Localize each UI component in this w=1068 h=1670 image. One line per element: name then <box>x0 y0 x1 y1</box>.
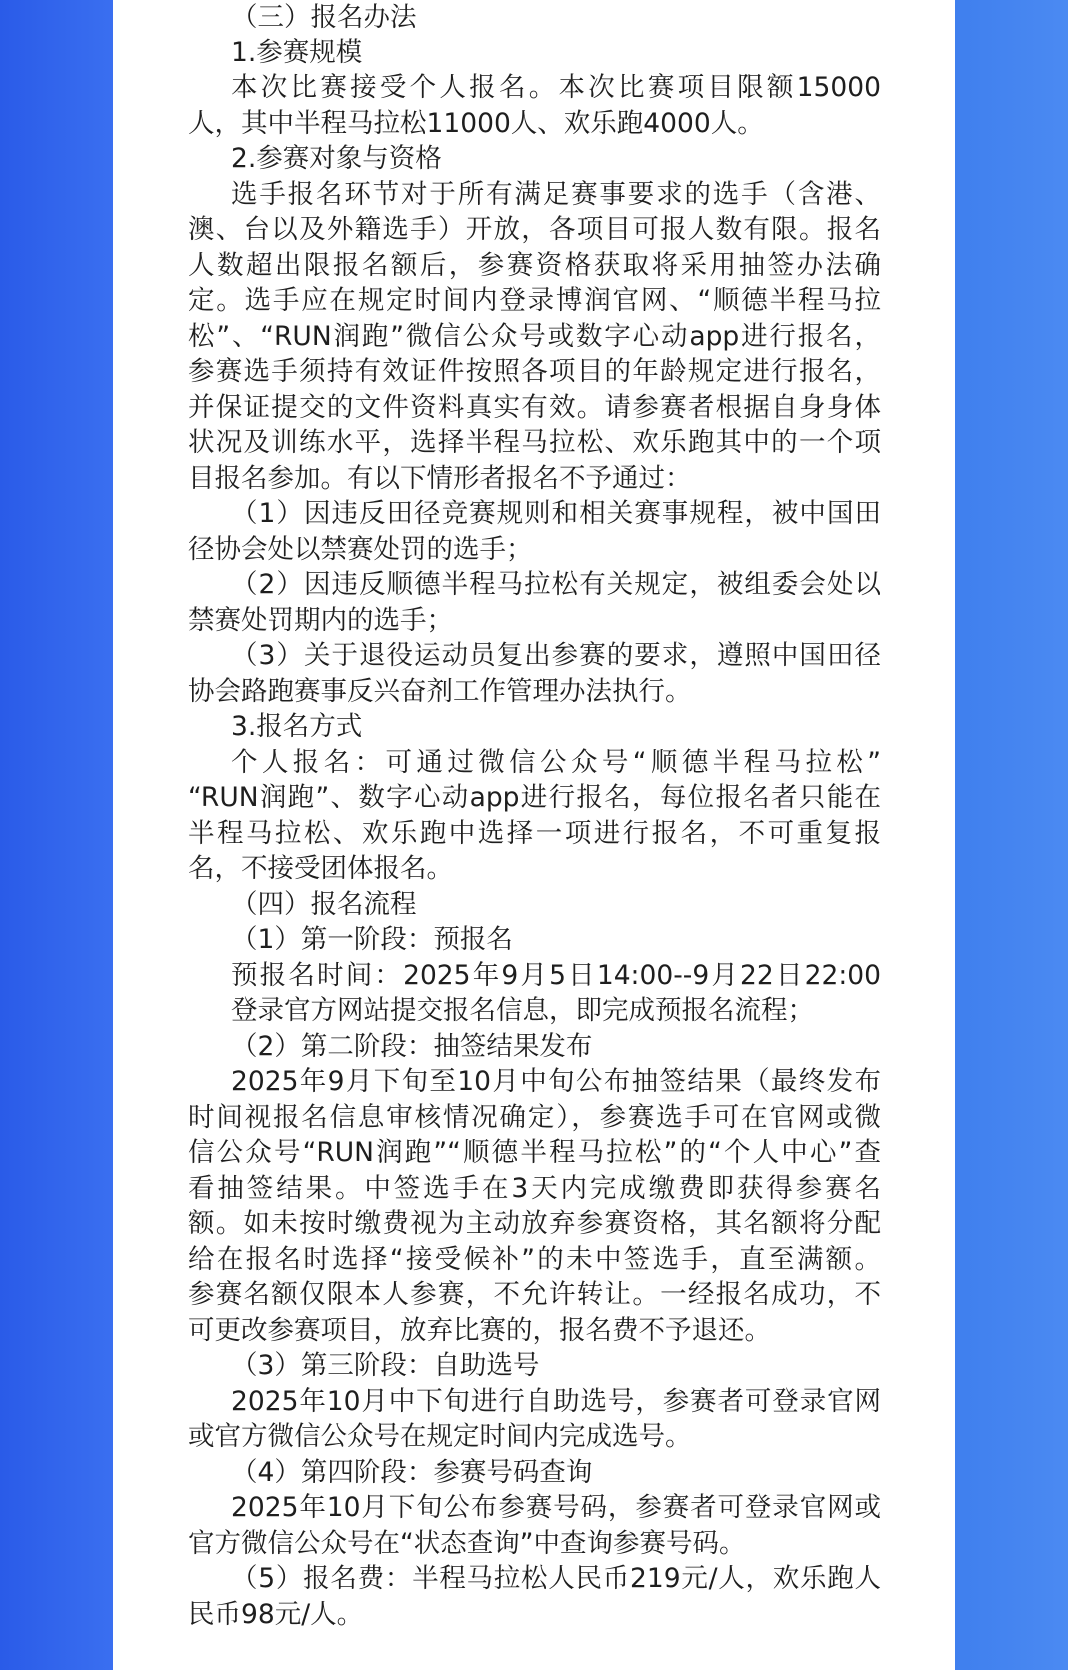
paragraph-line: 2025年10月中下旬进行自助选号，参赛者可登录官网 <box>231 1386 881 1417</box>
paragraph-line: 登录官方网站提交报名信息，即完成预报名流程； <box>231 995 814 1026</box>
list-item-line: 协会路跑赛事反兴奋剂工作管理办法执行。 <box>188 676 692 707</box>
paragraph-line: 预报名时间：2025年9月5日14:00--9月22日22:00 <box>231 960 881 991</box>
document-page <box>113 0 955 1670</box>
registration-fee-line: （5）报名费：半程马拉松人民币219元/人，欢乐跑人 <box>231 1563 881 1594</box>
paragraph-line: 定。选手应在规定时间内登录博润官网、“顺德半程马拉 <box>188 285 881 316</box>
list-item-line: （2）因违反顺德半程马拉松有关规定，被组委会处以 <box>231 569 881 600</box>
paragraph-line: 目报名参加。有以下情形者报名不予通过： <box>188 463 692 494</box>
paragraph-line: 可更改参赛项目，放弃比赛的，报名费不予退还。 <box>188 1315 771 1346</box>
stage-heading-number-selection: （3）第三阶段：自助选号 <box>231 1350 540 1381</box>
paragraph-line: 人数超出限报名额后，参赛资格获取将采用抽签办法确 <box>188 250 881 281</box>
paragraph-line: 人，其中半程马拉松11000人、欢乐跑4000人。 <box>188 108 764 139</box>
paragraph-line: 看抽签结果。中签选手在3天内完成缴费即获得参赛名 <box>188 1173 881 1204</box>
paragraph-line: 或官方微信公众号在规定时间内完成选号。 <box>188 1421 692 1452</box>
right-blue-border <box>955 0 1068 1670</box>
paragraph-line: 2025年10月下旬公布参赛号码，参赛者可登录官网或 <box>231 1492 881 1523</box>
section-heading-registration-method: （三）报名办法 <box>231 2 417 33</box>
subheading-participation-scale: 1.参赛规模 <box>231 37 363 68</box>
subheading-eligibility: 2.参赛对象与资格 <box>231 143 442 174</box>
section-heading-registration-process: （四）报名流程 <box>231 889 417 920</box>
registration-fee-line: 民币98元/人。 <box>188 1599 364 1630</box>
paragraph-line: 额。如未按时缴费视为主动放弃参赛资格，其名额将分配 <box>188 1208 881 1239</box>
paragraph-line: 信公众号“RUN润跑”“顺德半程马拉松”的“个人中心”查 <box>188 1137 881 1168</box>
stage-heading-bib-query: （4）第四阶段：参赛号码查询 <box>231 1457 593 1488</box>
paragraph-line: 2025年9月下旬至10月中旬公布抽签结果（最终发布 <box>231 1066 881 1097</box>
paragraph-line: 状况及训练水平，选择半程马拉松、欢乐跑其中的一个项 <box>188 427 881 458</box>
paragraph-line: 松”、“RUN润跑”微信公众号或数字心动app进行报名， <box>188 321 881 352</box>
paragraph-line: 给在报名时选择“接受候补”的未中签选手，直至满额。 <box>188 1244 881 1275</box>
paragraph-line: 本次比赛接受个人报名。本次比赛项目限额15000 <box>231 72 881 103</box>
paragraph-line: 并保证提交的文件资料真实有效。请参赛者根据自身身体 <box>188 392 881 423</box>
left-blue-border <box>0 0 113 1670</box>
paragraph-line: 官方微信公众号在“状态查询”中查询参赛号码。 <box>188 1528 746 1559</box>
list-item-line: （1）因违反田径竞赛规则和相关赛事规程，被中国田 <box>231 498 881 529</box>
paragraph-line: 参赛名额仅限本人参赛，不允许转让。一经报名成功，不 <box>188 1279 881 1310</box>
subheading-registration-method: 3.报名方式 <box>231 711 363 742</box>
paragraph-line: 个人报名：可通过微信公众号“顺德半程马拉松” <box>231 747 881 778</box>
list-item-line: 径协会处以禁赛处罚的选手； <box>188 534 533 565</box>
stage-heading-lottery-results: （2）第二阶段：抽签结果发布 <box>231 1031 593 1062</box>
stage-heading-pre-registration: （1）第一阶段：预报名 <box>231 924 513 955</box>
paragraph-line: 名，不接受团体报名。 <box>188 853 453 884</box>
list-item-line: （3）关于退役运动员复出参赛的要求，遵照中国田径 <box>231 640 881 671</box>
paragraph-line: 时间视报名信息审核情况确定），参赛选手可在官网或微 <box>188 1102 881 1133</box>
paragraph-line: 选手报名环节对于所有满足赛事要求的选手（含港、 <box>231 179 881 210</box>
paragraph-line: 参赛选手须持有效证件按照各项目的年龄规定进行报名， <box>188 356 881 387</box>
paragraph-line: “RUN润跑”、数字心动app进行报名，每位报名者只能在 <box>188 782 881 813</box>
paragraph-line: 澳、台以及外籍选手）开放，各项目可报人数有限。报名 <box>188 214 881 245</box>
paragraph-line: 半程马拉松、欢乐跑中选择一项进行报名，不可重复报 <box>188 818 881 849</box>
list-item-line: 禁赛处罚期内的选手； <box>188 605 453 636</box>
